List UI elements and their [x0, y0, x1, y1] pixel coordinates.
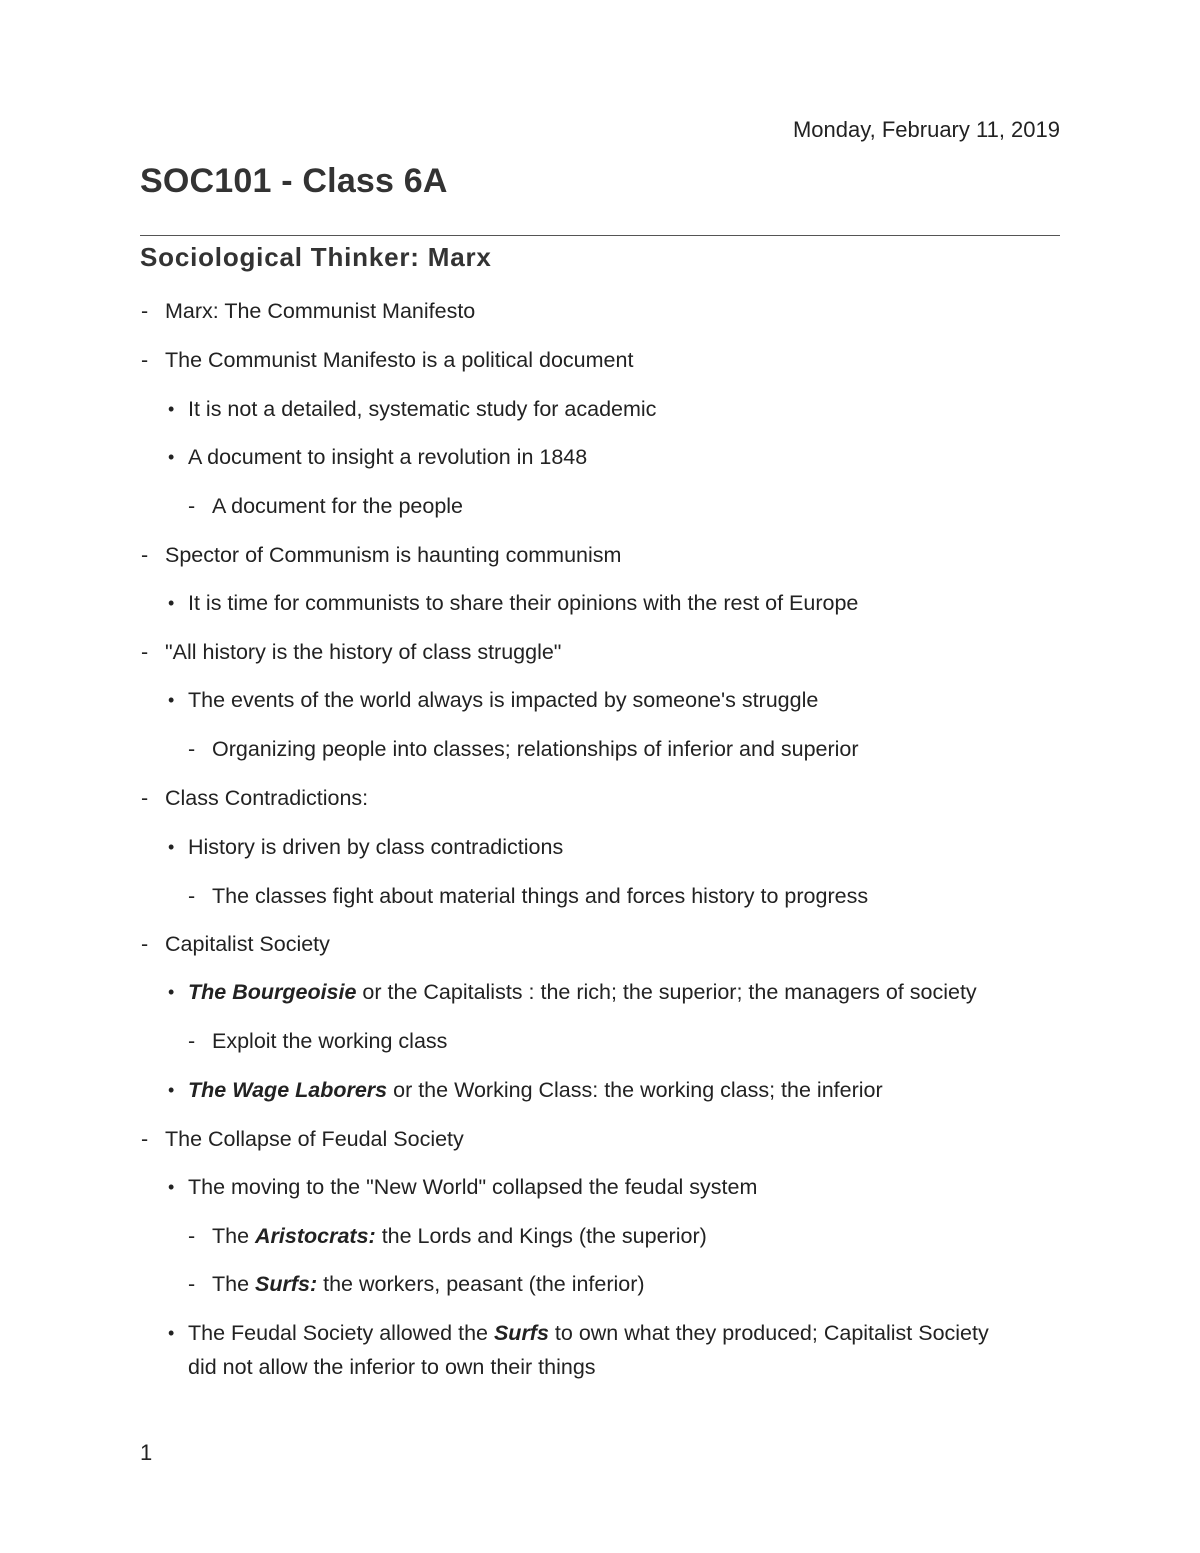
outline-item [141, 927, 330, 961]
outline-item [168, 1170, 758, 1204]
item-text: The [212, 1272, 256, 1296]
outline-item [141, 538, 622, 572]
item-text: The events of the world always is impacted by someone's struggle [188, 688, 819, 712]
outline-item [168, 440, 588, 474]
dash-marker: - [141, 348, 149, 372]
item-text: The moving to the "New World" collapsed the feudal system [188, 1175, 758, 1199]
section-heading: Sociological Thinker: Marx [140, 242, 492, 272]
page-date: Monday, February 11, 2019 [792, 117, 1060, 142]
dash-marker: - [141, 786, 149, 810]
title-divider [140, 235, 1060, 236]
outline-item [141, 343, 634, 377]
emphasized-term: Surfs [493, 1321, 549, 1345]
item-text: the Lords and Kings (the superior) [375, 1224, 707, 1248]
dash-marker: - [188, 737, 196, 761]
outline-item [141, 781, 369, 815]
item-text: The Feudal Society allowed the [188, 1321, 494, 1345]
outline-item [168, 392, 657, 426]
outline-item [141, 294, 476, 328]
outline-item [141, 635, 562, 669]
item-text: The Communist Manifesto is a political document [165, 348, 634, 372]
item-text: Spector of Communism is haunting communism [165, 543, 622, 567]
dash-marker: - [141, 640, 149, 664]
item-text: A document for the people [212, 494, 464, 518]
outline-item [188, 879, 869, 913]
dash-marker: - [188, 1224, 196, 1248]
dash-marker: - [188, 1029, 196, 1053]
item-text: Organizing people into classes; relationships of inferior and superior [212, 737, 859, 761]
bullet-marker: • [168, 447, 175, 467]
emphasized-term: Aristocrats: [255, 1224, 376, 1248]
bullet-marker: • [168, 1080, 175, 1100]
item-text: Marx: The Communist Manifesto [165, 299, 476, 323]
item-text: "All history is the history of class struggle" [165, 640, 562, 664]
outline-item [141, 1122, 464, 1156]
bullet-marker: • [168, 593, 175, 613]
bullet-marker: • [168, 1323, 175, 1343]
bullet-marker: • [168, 837, 175, 857]
dash-marker: - [141, 1127, 149, 1151]
item-text: It is time for communists to share their opinions with the rest of Europe [188, 591, 859, 615]
dash-marker: - [141, 932, 149, 956]
outline-item [168, 1316, 1018, 1384]
item-text: the workers, peasant (the inferior) [317, 1272, 645, 1296]
dash-marker: - [188, 494, 196, 518]
emphasized-term: Surfs: [255, 1272, 318, 1296]
page-title: SOC101 - Class 6A [140, 162, 448, 200]
dash-marker: - [141, 543, 149, 567]
bullet-marker: • [168, 1177, 175, 1197]
outline-item [188, 1267, 645, 1301]
page-number: 1 [140, 1440, 153, 1465]
outline-item [168, 975, 977, 1009]
item-text: or the Capitalists : the rich; the superior; the managers of society [356, 980, 977, 1004]
item-text: The [212, 1224, 256, 1248]
outline-item [168, 586, 859, 620]
dash-marker: - [141, 299, 149, 323]
outline-item [188, 489, 464, 523]
item-text: The classes fight about material things and forces history to progress [212, 884, 869, 908]
bullet-marker: • [168, 690, 175, 710]
dash-marker: - [188, 1272, 196, 1296]
outline-item [188, 732, 859, 766]
outline-item [168, 683, 819, 717]
dash-marker: - [188, 884, 196, 908]
item-text: Capitalist Society [165, 932, 330, 956]
outline-item [168, 1073, 883, 1107]
item-text: Class Contradictions: [165, 786, 369, 810]
outline-item [188, 1024, 448, 1058]
item-text: It is not a detailed, systematic study for academic [188, 397, 657, 421]
item-text: The Collapse of Feudal Society [165, 1127, 464, 1151]
bullet-marker: • [168, 399, 175, 419]
emphasized-term: The Bourgeoisie [188, 980, 357, 1004]
outline-item [168, 830, 564, 864]
item-text: or the Working Class: the working class; the inferior [387, 1078, 883, 1102]
item-text: History is driven by class contradictions [188, 835, 564, 859]
item-text: to own what they produced; Capitalist Society did not allow the inferior to own their things [188, 1321, 989, 1379]
emphasized-term: The Wage Laborers [188, 1078, 388, 1102]
bullet-marker: • [168, 982, 175, 1002]
item-text: Exploit the working class [212, 1029, 448, 1053]
outline-item [188, 1219, 707, 1253]
item-text: A document to insight a revolution in 1848 [188, 445, 588, 469]
